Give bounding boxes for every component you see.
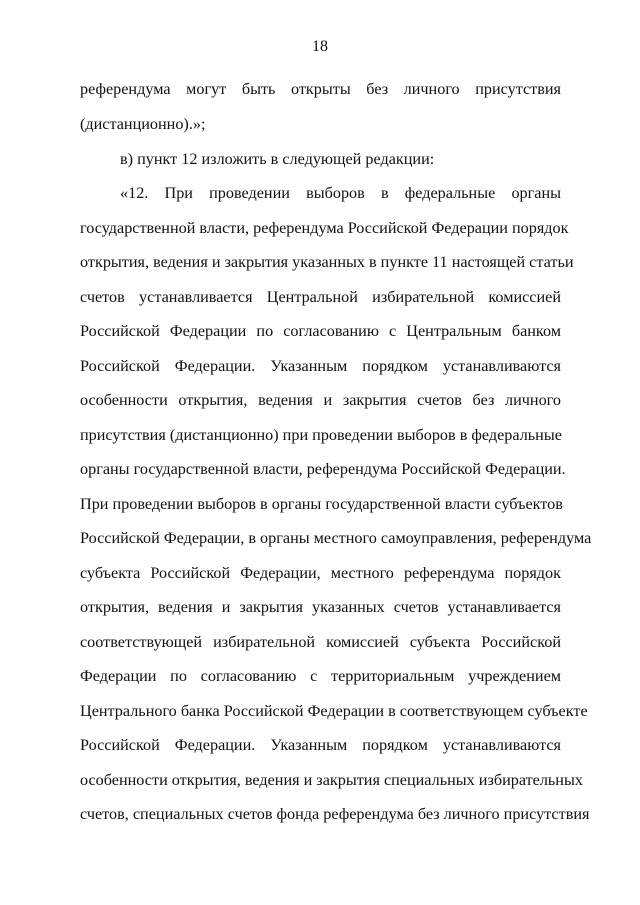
- text-line: счетов, специальных счетов фонда референдума без личного присутствия: [80, 805, 590, 823]
- text-line: Федерации по согласованию с территориальным учреждением: [80, 667, 561, 685]
- text-line: государственной власти, референдума Российской Федерации порядок: [80, 219, 569, 237]
- text-line: Российской Федерации, в органы местного самоуправления, референдума: [80, 529, 592, 547]
- text-line: «12. При проведении выборов в федеральные органы: [120, 184, 561, 202]
- text-line: Российской Федерации. Указанным порядком устанавливаются: [80, 736, 561, 754]
- text-line: открытия, ведения и закрытия указанных в пункте 11 настоящей статьи: [80, 253, 574, 271]
- text-line: органы государственной власти, референдума Российской Федерации.: [80, 460, 566, 478]
- text-line: При проведении выборов в органы государственной власти субъектов: [80, 495, 563, 513]
- text-line: (дистанционно).»;: [80, 115, 206, 133]
- text-line: присутствия (дистанционно) при проведении выборов в федеральные: [80, 426, 562, 444]
- text-line: соответствующей избирательной комиссией субъекта Российской: [80, 633, 561, 651]
- text-line: счетов устанавливается Центральной избирательной комиссией: [80, 288, 561, 306]
- text-line: в) пункт 12 изложить в следующей редакции:: [120, 150, 435, 168]
- text-line: особенности открытия, ведения и закрытия счетов без личного: [80, 391, 561, 409]
- text-line: Российской Федерации по согласованию с Центральным банком: [80, 322, 561, 340]
- text-line: Центрального банка Российской Федерации в соответствующем субъекте: [80, 702, 588, 720]
- text-line: открытия, ведения и закрытия указанных счетов устанавливается: [80, 598, 561, 616]
- text-line: референдума могут быть открыты без личного присутствия: [80, 80, 561, 98]
- text-line: особенности открытия, ведения и закрытия специальных избирательных: [80, 771, 583, 789]
- text-line: субъекта Российской Федерации, местного референдума порядок: [80, 564, 561, 582]
- page-number: 18: [312, 38, 328, 55]
- text-line: Российской Федерации. Указанным порядком устанавливаются: [80, 357, 561, 375]
